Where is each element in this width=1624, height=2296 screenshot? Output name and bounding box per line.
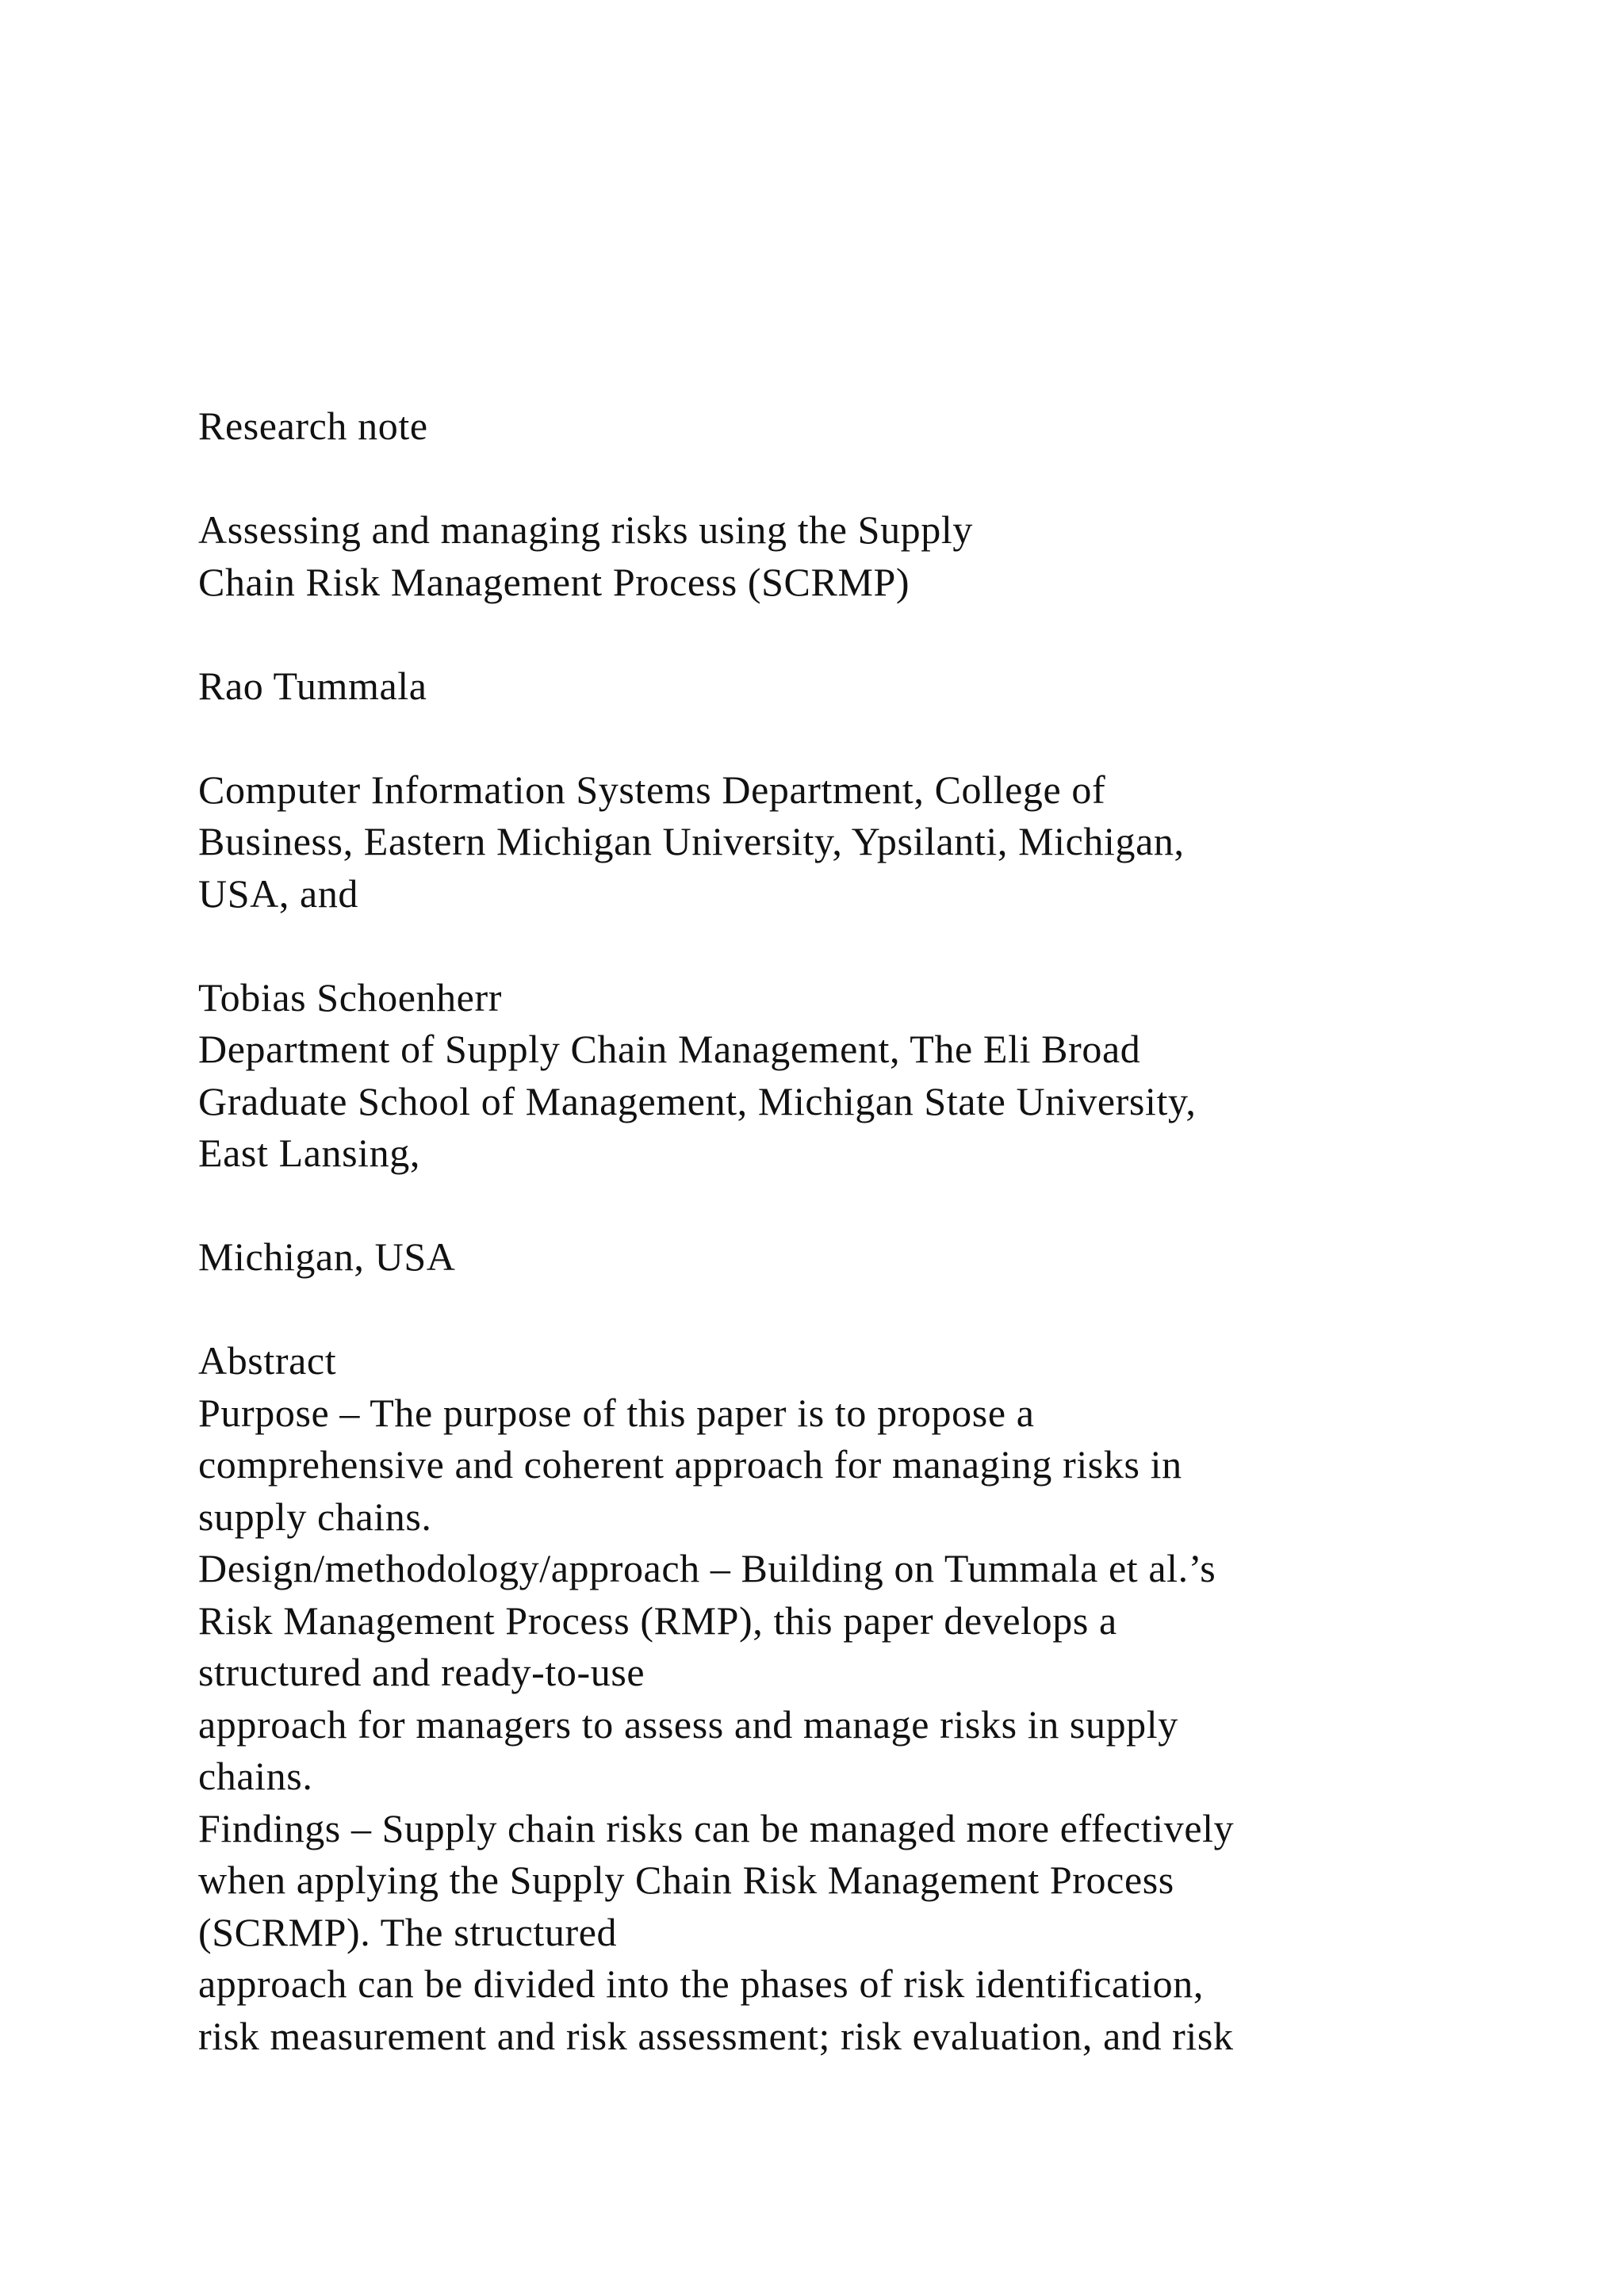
abstract-line: comprehensive and coherent approach for managing risks in <box>198 1442 1182 1487</box>
title-line-2: Chain Risk Management Process (SCRMP) <box>198 559 910 604</box>
spacer <box>198 608 1483 660</box>
abstract-line: when applying the Supply Chain Risk Management Process <box>198 1858 1174 1902</box>
author-1-affiliation-line: USA, and <box>198 871 359 916</box>
spacer <box>198 1180 1483 1232</box>
abstract-line: supply chains. <box>198 1494 432 1539</box>
author-2-affiliation-line: East Lansing, <box>198 1131 420 1175</box>
abstract-line: chains. <box>198 1754 313 1798</box>
abstract-line: approach for managers to assess and manage risks in supply <box>198 1701 1178 1747</box>
abstract-line: risk measurement and risk assessment; risk evaluation, and risk <box>198 2013 1234 2058</box>
spacer <box>198 453 1483 505</box>
author-2-affiliation-line: Graduate School of Management, Michigan State University, <box>198 1078 1197 1123</box>
abstract-line: Design/methodology/approach – Building on Tummala et al.’s <box>198 1546 1216 1590</box>
author-1-affiliation-line: Business, Eastern Michigan University, Ypsilanti, Michigan, <box>198 819 1185 863</box>
author-2-location: Michigan, USA <box>198 1234 456 1279</box>
abstract-line: Risk Management Process (RMP), this paper develops a <box>198 1598 1117 1643</box>
abstract-line: Findings – Supply chain risks can be managed more effectively <box>198 1805 1235 1850</box>
abstract-line: structured and ready-to-use <box>198 1650 645 1694</box>
author-2-affiliation-line: Department of Supply Chain Management, The Eli Broad <box>198 1027 1141 1071</box>
abstract-line: (SCRMP). The structured <box>198 1909 618 1954</box>
research-note-label: Research note <box>198 404 428 448</box>
abstract-heading: Abstract <box>198 1338 337 1383</box>
author-1-affiliation-line: Computer Information Systems Department, College of <box>198 767 1106 812</box>
spacer <box>198 920 1483 972</box>
abstract-line: Purpose – The purpose of this paper is to propose a <box>198 1390 1035 1435</box>
spacer <box>198 1284 1483 1336</box>
author-1-name: Rao Tummala <box>198 663 427 708</box>
author-2-name: Tobias Schoenherr <box>198 974 502 1020</box>
title-line-1: Assessing and managing risks using the Supply <box>198 507 973 552</box>
document-page <box>198 400 1483 2062</box>
spacer <box>198 712 1483 764</box>
abstract-line: approach can be divided into the phases of risk identification, <box>198 1961 1204 2006</box>
